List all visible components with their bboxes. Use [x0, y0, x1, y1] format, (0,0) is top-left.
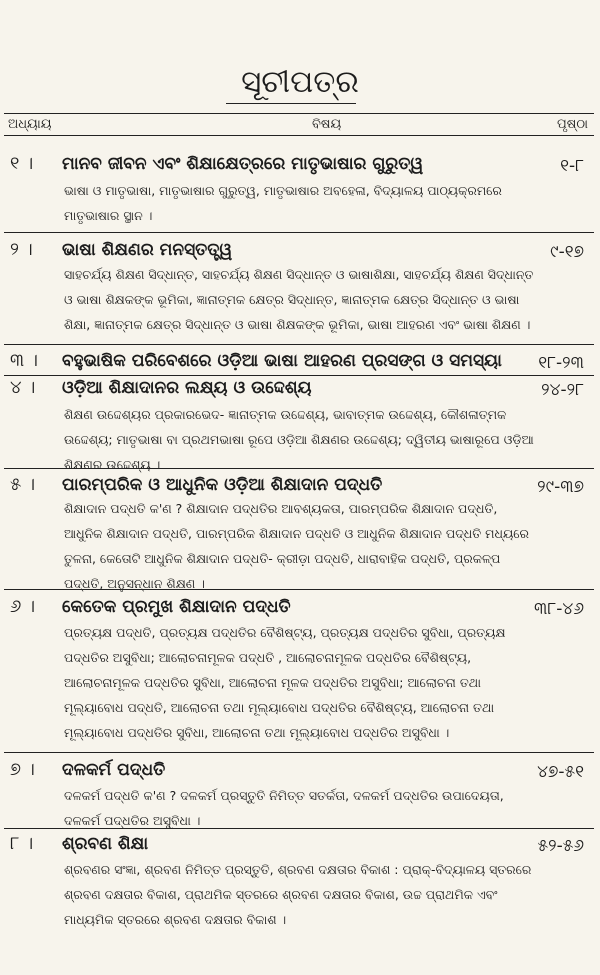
chapter-title: ପାରମ୍ପରିକ ଓ ଆଧୁନିକ ଓଡ଼ିଆ ଶିକ୍ଷାଦାନ ପଦ୍ଧତି	[62, 475, 383, 495]
page-range: ୧-୮	[560, 156, 584, 176]
chapter-title: ଦଳକର୍ମ ପଦ୍ଧତି	[62, 760, 166, 780]
chapter-number: ୩ ।	[10, 350, 38, 371]
chapter-number: ୨ ।	[10, 239, 33, 260]
page-title: ସୂଚୀପତ୍ର	[241, 64, 359, 100]
chapter-title: ଶ୍ରବଣ ଶିକ୍ଷା	[62, 834, 149, 854]
page-range: ୧୮-୨୩	[538, 353, 584, 373]
page-range: ୯-୧୭	[550, 242, 584, 262]
page-range: ୨୪-୨୮	[541, 380, 584, 400]
row-divider	[4, 232, 594, 233]
chapter-title: ଓଡ଼ିଆ ଶିକ୍ଷାଦାନର ଲକ୍ଷ୍ୟ ଓ ଉଦ୍ଦେଶ୍ୟ	[62, 378, 312, 398]
column-header-topic: ବିଷୟ	[312, 117, 342, 132]
chapter-number: ୪ ।	[10, 377, 36, 398]
row-divider	[4, 344, 594, 345]
chapter-title: ଭାଷା ଶିକ୍ଷଣର ମନସ୍ତତ୍ତ୍ୱ	[62, 240, 233, 260]
row-divider	[4, 589, 594, 590]
chapter-number: ୮ ।	[10, 833, 34, 854]
row-divider	[4, 828, 594, 829]
page-range: ୩୮-୪୬	[534, 599, 584, 619]
page-range: ୫୨-୫୬	[537, 836, 584, 856]
chapter-title: କେତେକ ପ୍ରମୁଖ ଶିକ୍ଷାଦାନ ପଦ୍ଧତି	[62, 597, 291, 617]
chapter-number: ୧ ।	[10, 153, 34, 174]
title-underline	[226, 103, 356, 104]
chapter-subtopics: ଶ୍ରବଣର ସଂଜ୍ଞା, ଶ୍ରବଣ ନିମିତ୍ତ ପ୍ରସ୍ତୁତି, ଶ୍ରବଣ ଦକ୍ଷତାର ବିକାଶ : ପ୍ରାକ୍-ବିଦ୍ୟାଳୟ ସ୍ତରରେ ଶ୍ରବଣ ଦକ୍ଷତାର ବିକାଶ, ପ୍ରାଥମିକ ସ୍ତରରେ ଶ୍ରବଣ ଦକ୍ଷତାର ବିକାଶ, ଉଚ୍ଚ ପ୍ରାଥମିକ ଏବଂ ମାଧ୍ୟମିକ ସ୍ତରରେ ଶ୍ରବଣ ଦକ୍ଷତାର ବିକାଶ ।	[64, 862, 532, 927]
chapter-subtopics: ଶିକ୍ଷାଦାନ ପଦ୍ଧତି କ'ଣ ? ଶିକ୍ଷାଦାନ ପଦ୍ଧତିର ଆବଶ୍ୟକତା, ପାରମ୍ପରିକ ଶିକ୍ଷାଦାନ ପଦ୍ଧତି, ଆଧୁନିକ ଶିକ୍ଷାଦାନ ପଦ୍ଧତି, ପାରମ୍ପରିକ ଶିକ୍ଷାଦାନ ପଦ୍ଧତି ଓ ଆଧୁନିକ ଶିକ୍ଷାଦାନ ପଦ୍ଧତି ମଧ୍ୟରେ ତୁଳନା, କେତୋଟି ଆଧୁନିକ ଶିକ୍ଷାଦାନ ପଦ୍ଧତି- କ୍ରୀଡ଼ା ପଦ୍ଧତି, ଧାରାବାହିକ ପଦ୍ଧତି, ପ୍ରକଳ୍ପ ପଦ୍ଧତି, ଅନୁସନ୍ଧାନ ଶିକ୍ଷଣ ।	[64, 501, 530, 591]
chapter-subtopics: ଭାଷା ଓ ମାତୃଭାଷା, ମାତୃଭାଷାର ଗୁରୁତ୍ୱ, ମାତୃଭାଷାର ଅବହେଳା, ବିଦ୍ୟାଳୟ ପାଠ୍ୟକ୍ରମରେ ମାତୃଭାଷାର ସ୍ଥାନ ।	[64, 183, 502, 223]
chapter-subtopics: ଦଳକର୍ମ ପଦ୍ଧତି କ'ଣ ? ଦଳକର୍ମ ପ୍ରସ୍ତୁତି ନିମିତ୍ତ ସତର୍କତା, ଦଳକର୍ମ ପଦ୍ଧତିର ଉପାଦେୟତା, ଦଳକର୍ମ ପଦ୍ଧତିର ଅସୁବିଧା ।	[64, 788, 504, 828]
chapter-number: ୫ ।	[10, 474, 36, 495]
column-header-chapter: ଅଧ୍ୟାୟ	[8, 117, 52, 132]
chapter-subtopics: ପ୍ରତ୍ୟକ୍ଷ ପଦ୍ଧତି, ପ୍ରତ୍ୟକ୍ଷ ପଦ୍ଧତିର ବୈଶିଷ୍ଟ୍ୟ, ପ୍ରତ୍ୟକ୍ଷ ପଦ୍ଧତିର ସୁବିଧା, ପ୍ରତ୍ୟକ୍ଷ ପଦ୍ଧତିର ଅସୁବିଧା; ଆଲୋଚନାମୂଳକ ପଦ୍ଧତି , ଆଲୋଚନାମୂଳକ ପଦ୍ଧତିର ବୈଶିଷ୍ଟ୍ୟ, ଆଲୋଚନାମୂଳକ ପଦ୍ଧତିର ସୁବିଧା, ଆଲୋଚନା ମୂଳକ ପଦ୍ଧତିର ଅସୁବିଧା; ଆଲୋଚନା ତଥା ମୂଲ୍ୟାବୋଧ ପଦ୍ଧତି, ଆଲୋଚନା ତଥା ମୂଲ୍ୟାବୋଧ ପଦ୍ଧତିର ବୈଶିଷ୍ଟ୍ୟ, ଆଲୋଚନା ତଥା ମୂଲ୍ୟାବୋଧ ପଦ୍ଧତିର ସୁବିଧା, ଆଲୋଚନା ତଥା ମୂଲ୍ୟାବୋଧ ପଦ୍ଧତିର ଅସୁବିଧା ।	[64, 625, 506, 740]
chapter-subtopics: ଶିକ୍ଷଣ ଉଦ୍ଦେଶ୍ୟର ପ୍ରକାରଭେଦ- ଜ୍ଞାନାତ୍ମକ ଉଦ୍ଦେଶ୍ୟ, ଭାବାତ୍ମକ ଉଦ୍ଦେଶ୍ୟ, କୌଶଳାତ୍ମକ ଉଦ୍ଦେଶ୍ୟ; ମାତୃଭାଷା ବା ପ୍ରଥମଭାଷା ରୂପେ ଓଡ଼ିଆ ଶିକ୍ଷଣର ଉଦ୍ଦେଶ୍ୟ; ଦ୍ୱିତୀୟ ଭାଷାରୂପେ ଓଡ଼ିଆ ଶିକ୍ଷଣର ଉଦ୍ଦେଶ୍ୟ ।	[64, 407, 534, 472]
row-divider	[4, 752, 594, 753]
page-range: ୨୯-୩୭	[537, 477, 584, 497]
chapter-subtopics: ସାହଚର୍ଯ୍ୟ ଶିକ୍ଷଣ ସିଦ୍ଧାନ୍ତ, ସାହଚର୍ଯ୍ୟ ଶିକ୍ଷଣ ସିଦ୍ଧାନ୍ତ ଓ ଭାଷାଶିକ୍ଷା, ସାହଚର୍ଯ୍ୟ ଶିକ୍ଷଣ ସିଦ୍ଧାନ୍ତ ଓ ଭାଷା ଶିକ୍ଷକଙ୍କ ଭୂମିକା, ଜ୍ଞାନାତ୍ମକ କ୍ଷେତ୍ର ସିଦ୍ଧାନ୍ତ, ଜ୍ଞାନାତ୍ମକ କ୍ଷେତ୍ର ସିଦ୍ଧାନ୍ତ ଓ ଭାଷା ଶିକ୍ଷା, ଜ୍ଞାନାତ୍ମକ କ୍ଷେତ୍ର ସିଦ୍ଧାନ୍ତ ଓ ଭାଷା ଶିକ୍ଷକଙ୍କ ଭୂମିକା, ଭାଷା ଆହରଣ ଏବଂ ଭାଷା ଶିକ୍ଷଣ ।	[64, 267, 534, 332]
chapter-number: ୭ ।	[10, 759, 35, 780]
column-header-page: ପୃଷ୍ଠା	[557, 117, 588, 132]
chapter-title: ବହୁଭାଷିକ ପରିବେଶରେ ଓଡ଼ିଆ ଭାଷା ଆହରଣ ପ୍ରସଙ୍ଗ ଓ ସମସ୍ୟା	[62, 351, 502, 371]
chapter-number: ୬ ।	[10, 596, 36, 617]
page-range: ୪୭-୫୧	[537, 762, 584, 782]
row-divider	[4, 468, 594, 469]
table-top-rule	[4, 113, 594, 114]
chapter-title: ମାନବ ଜୀବନ ଏବଂ ଶିକ୍ଷାକ୍ଷେତ୍ରରେ ମାତୃଭାଷାର ଗୁରୁତ୍ୱ	[62, 154, 424, 174]
header-bottom-rule	[4, 135, 594, 136]
